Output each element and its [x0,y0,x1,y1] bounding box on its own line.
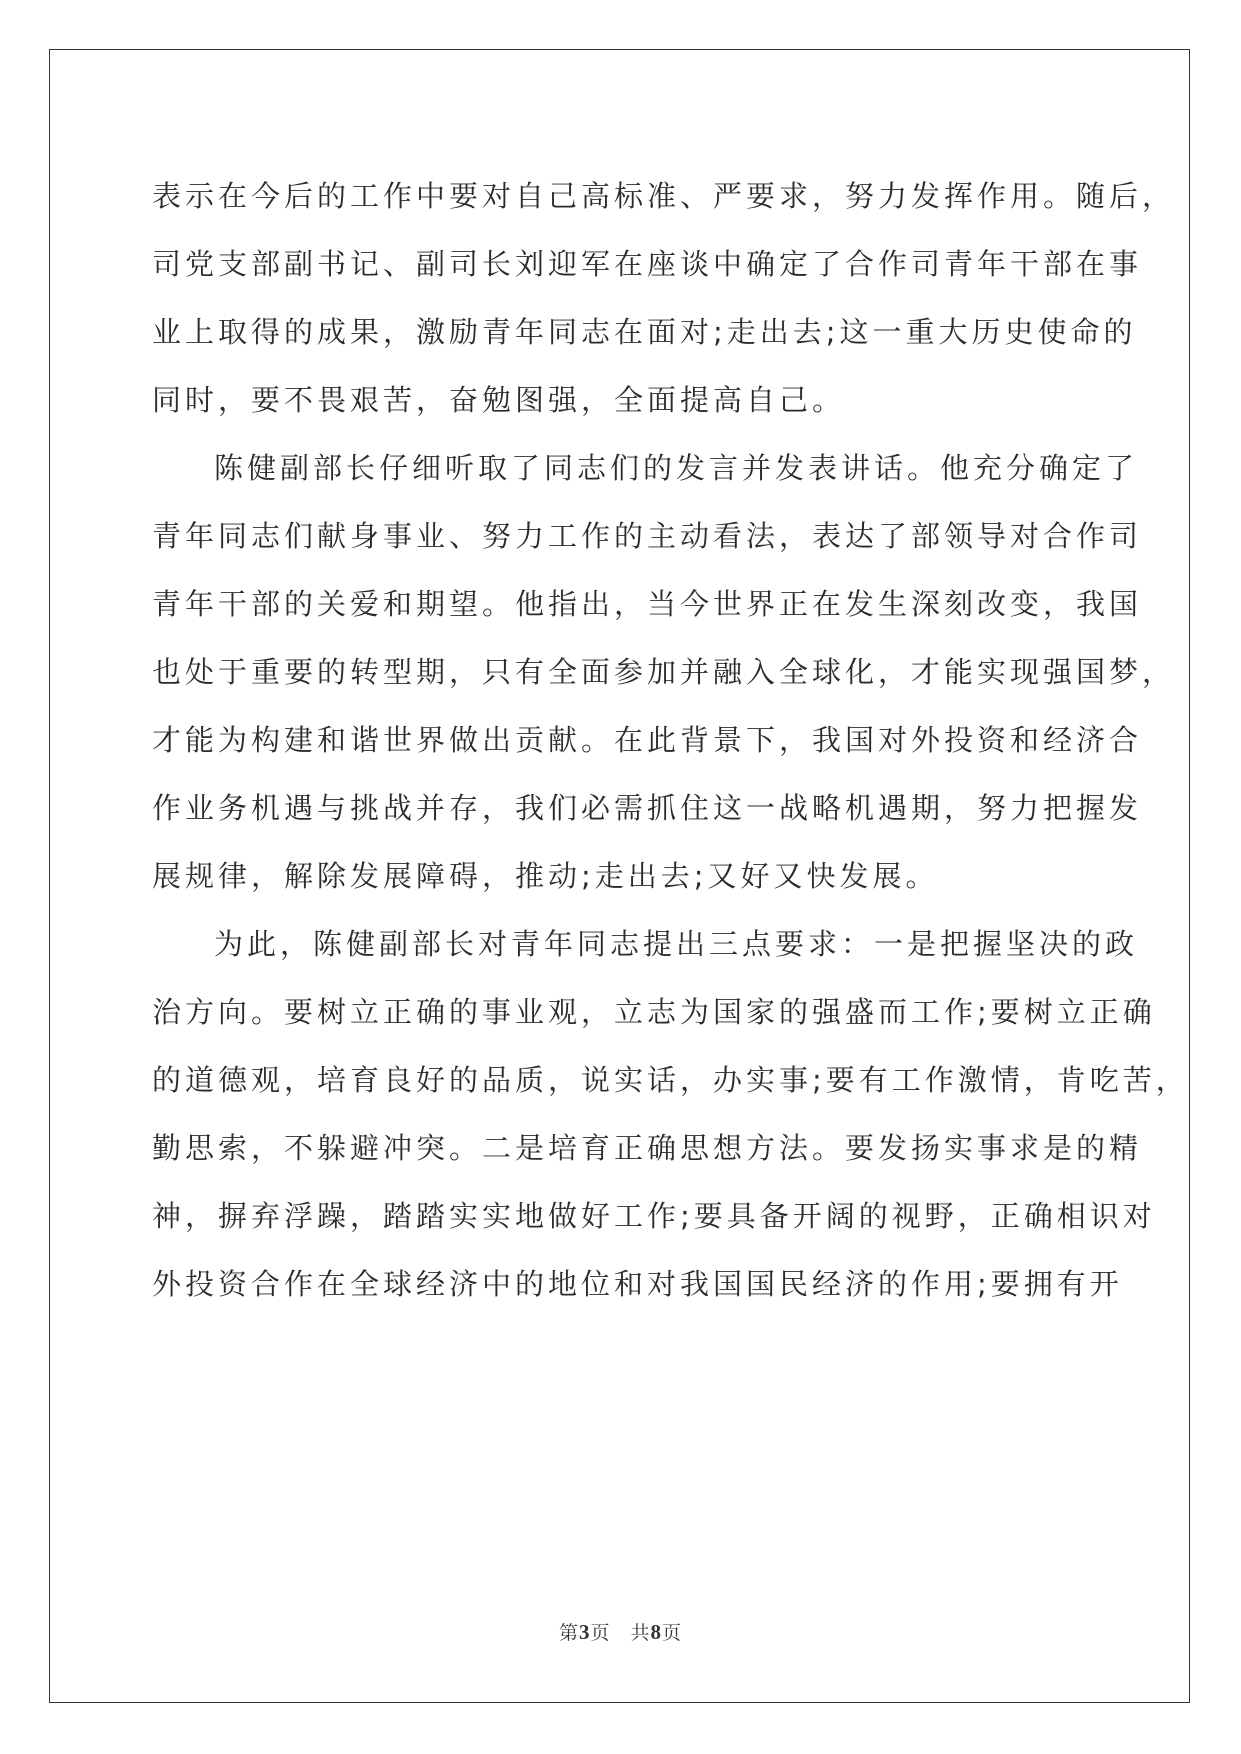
text-line-14: 的道德观，培育良好的品质，说实话，办实事;要有工作激情，肯吃苦， [152,1063,1189,1097]
text-line-7: 青年干部的关爱和期望。他指出，当今世界正在发生深刻改变，我国 [152,587,1143,621]
text-line-6: 青年同志们献身事业、努力工作的主动看法，表达了部领导对合作司 [152,519,1143,553]
text-line-5: 陈健副部长仔细听取了同志们的发言并发表讲话。他充分确定了 [214,451,1139,485]
page-prefix: 第 [558,1622,579,1644]
page-number: 3 [578,1620,591,1644]
text-line-13: 治方向。要树立正确的事业观，立志为国家的强盛而工作;要树立正确 [152,995,1156,1029]
total-prefix: 共 [630,1622,651,1644]
total-pages: 8 [650,1620,663,1644]
text-line-10: 作业务机遇与挑战并存，我们必需抓住这一战略机遇期，努力把握发 [152,791,1143,825]
total-suffix: 页 [662,1622,683,1644]
text-line-3: 业上取得的成果，激励青年同志在面对;走出去;这一重大历史使命的 [152,315,1137,349]
text-line-8: 也处于重要的转型期，只有全面参加并融入全球化，才能实现强国梦， [152,655,1176,689]
text-line-1: 表示在今后的工作中要对自己高标准、严要求，努力发挥作用。随后， [152,179,1176,213]
page-suffix: 页 [590,1622,611,1644]
text-line-17: 外投资合作在全球经济中的地位和对我国国民经济的作用;要拥有开 [152,1267,1123,1301]
text-line-4: 同时，要不畏艰苦，奋勉图强，全面提高自己。 [152,383,846,417]
page-footer [0,1618,1241,1645]
text-line-9: 才能为构建和谐世界做出贡献。在此背景下，我国对外投资和经济合 [152,723,1143,757]
text-line-11: 展规律，解除发展障碍，推动;走出去;又好又快发展。 [152,859,939,893]
text-line-2: 司党支部副书记、副司长刘迎军在座谈中确定了合作司青年干部在事 [152,247,1143,281]
document-body [152,162,1189,1318]
text-line-12: 为此，陈健副部长对青年同志提出三点要求：一是把握坚决的政 [214,927,1139,961]
text-line-15: 勤思索，不躲避冲突。二是培育正确思想方法。要发扬实事求是的精 [152,1131,1143,1165]
text-line-16: 神，摒弃浮躁，踏踏实实地做好工作;要具备开阔的视野，正确相识对 [152,1199,1156,1233]
